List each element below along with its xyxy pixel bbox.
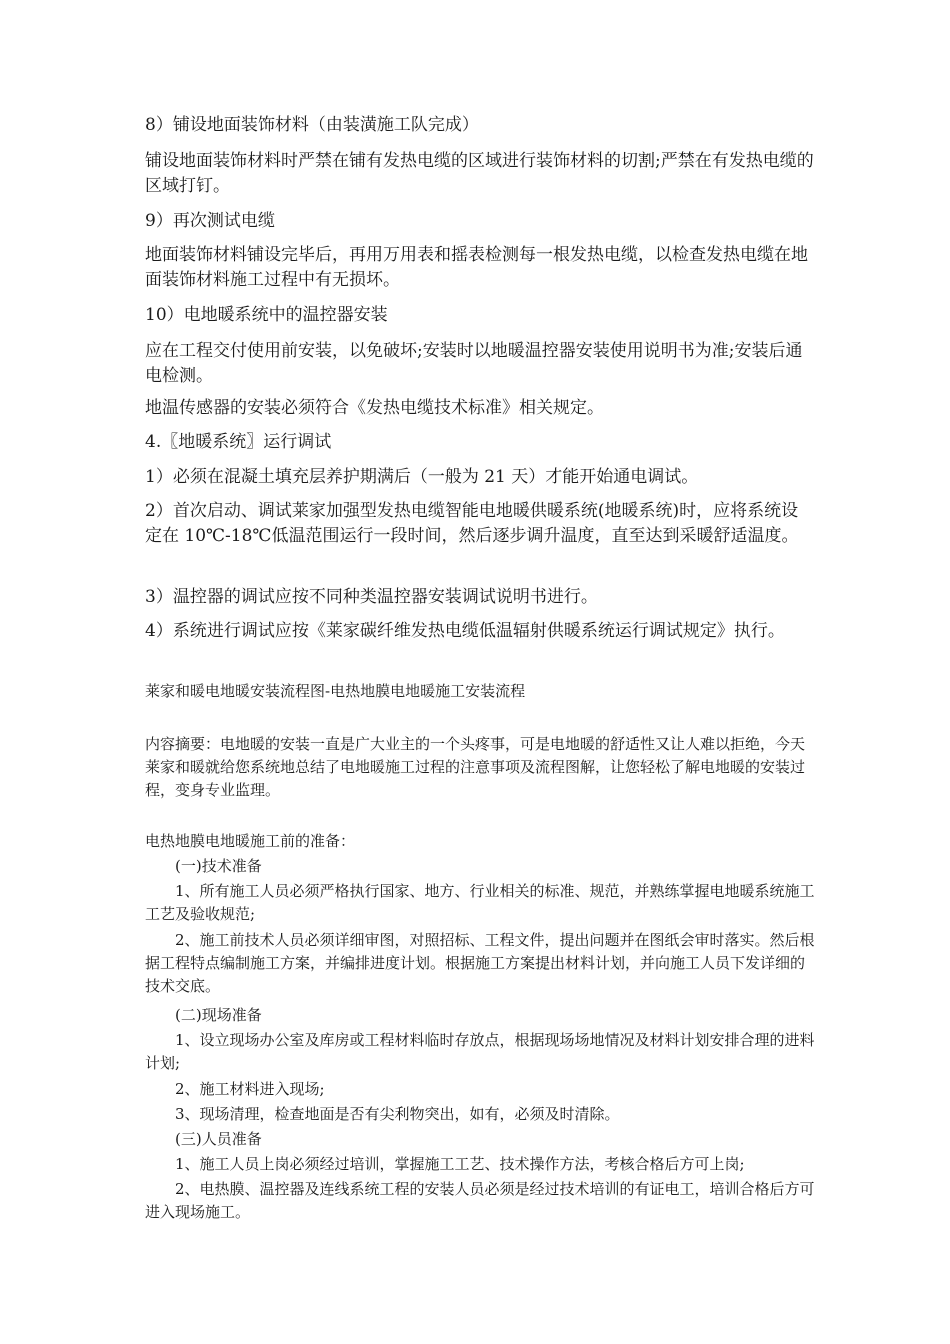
article-title: 莱家和暖电地暖安装流程图-电热地膜电地暖施工安装流程: [145, 682, 526, 700]
debug-item-2: 2）首次启动、调试莱家加强型发热电缆智能电地暖供暖系统(地暖系统)时，应将系统设定在 10℃-18℃低温范围运行一段时间，然后逐步调升温度，直至达到采暖舒适温度。: [145, 501, 799, 546]
sensor-paragraph: 地温传感器的安装必须符合《发热电缆技术标准》相关规定。: [145, 398, 604, 418]
site-prep-heading: (二)现场准备: [175, 1006, 262, 1024]
site-prep-item-1: 1、设立现场办公室及库房或工程材料临时存放点，根据现场场地情况及材料计划安排合理的进料计划;: [145, 1031, 815, 1072]
staff-prep-item-2: 2、电热膜、温控器及连线系统工程的安装人员必须是经过技术培训的有证电工，培训合格后方可进入现场施工。: [145, 1180, 815, 1221]
tech-prep-item-2: 2、施工前技术人员必须详细审图，对照招标、工程文件，提出问题并在图纸会审时落实。然后根据工程特点编制施工方案，并编排进度计划。根据施工方案提出材料计划，并向施工人员下发详细的技术交底。: [145, 931, 815, 995]
step-10-body: 应在工程交付使用前安装，以免破坏;安装时以地暖温控器安装使用说明书为准;安装后通电检测。: [145, 341, 803, 386]
step-8-heading: 8）铺设地面装饰材料（由装潢施工队完成）: [145, 115, 479, 135]
step-8-body: 铺设地面装饰材料时严禁在铺有发热电缆的区域进行装饰材料的切割;严禁在有发热电缆的区域打钉。: [145, 151, 814, 196]
site-prep-item-3: 3、现场清理，检查地面是否有尖利物突出，如有，必须及时清除。: [175, 1105, 620, 1123]
step-10-heading: 10）电地暖系统中的温控器安装: [145, 305, 388, 325]
debug-item-3: 3）温控器的调试应按不同种类温控器安装调试说明书进行。: [145, 587, 598, 607]
staff-prep-heading: (三)人员准备: [175, 1130, 262, 1148]
tech-prep-item-1: 1、所有施工人员必须严格执行国家、地方、行业相关的标准、规范，并熟练掌握电地暖系统施工工艺及验收规范;: [145, 882, 815, 923]
tech-prep-heading: (一)技术准备: [175, 857, 262, 875]
prep-title: 电热地膜电地暖施工前的准备：: [145, 832, 356, 850]
debug-heading: 4.〖地暖系统〗运行调试: [145, 432, 332, 452]
step-9-heading: 9）再次测试电缆: [145, 211, 275, 231]
site-prep-item-2: 2、施工材料进入现场;: [175, 1080, 325, 1098]
step-9-body: 地面装饰材料铺设完毕后，再用万用表和摇表检测每一根发热电缆，以检查发热电缆在地面装饰材料施工过程中有无损坏。: [145, 245, 808, 290]
debug-item-4: 4）系统进行调试应按《莱家碳纤维发热电缆低温辐射供暖系统运行调试规定》执行。: [145, 621, 785, 641]
content-summary: 内容摘要：电地暖的安装一直是广大业主的一个头疼事，可是电地暖的舒适性又让人难以拒绝，今天莱家和暖就给您系统地总结了电地暖施工过程的注意事项及流程图解，让您轻松了解电地暖的安装过程，变身专业监理。: [145, 735, 806, 799]
debug-item-1: 1）必须在混凝土填充层养护期满后（一般为 21 天）才能开始通电调试。: [145, 467, 699, 487]
staff-prep-item-1: 1、施工人员上岗必须经过培训，掌握施工工艺、技术操作方法，考核合格后方可上岗;: [175, 1155, 745, 1173]
